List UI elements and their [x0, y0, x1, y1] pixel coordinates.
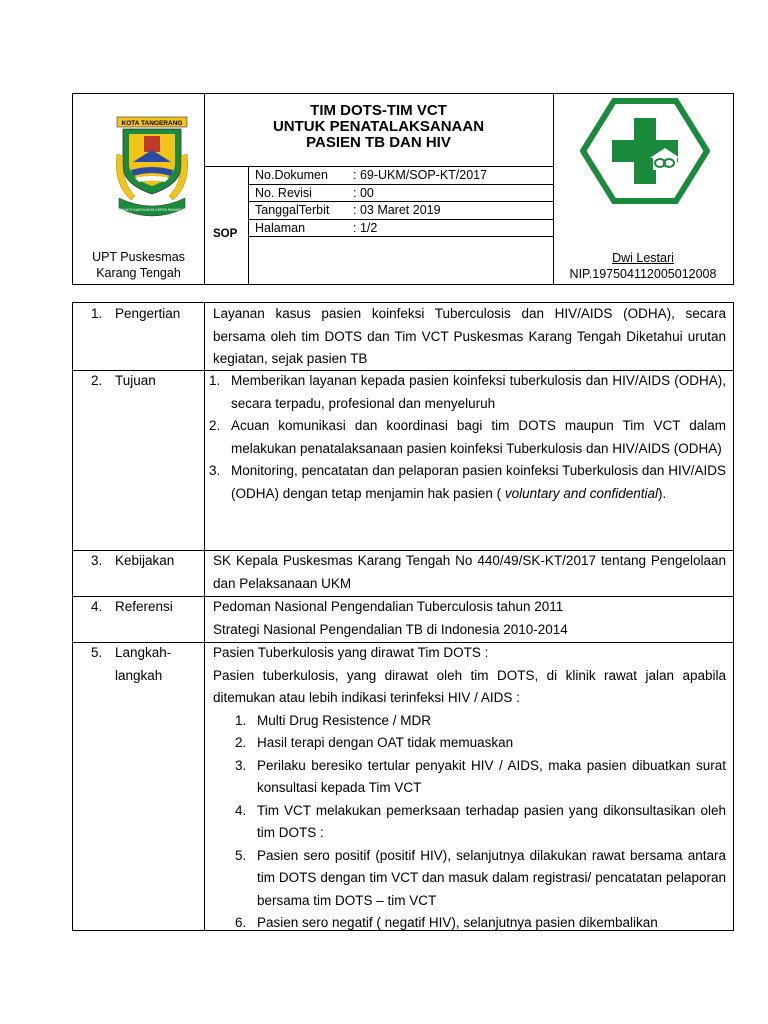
meta-row — [248, 202, 553, 220]
item-text: Pasien sero positif (positif HIV), selanjutnya dilakukan rawat bersama antara tim DOTS dengan tim VCT dan masuk dalam registrasi/ pencatatan pelaporan bersama tim DOTS – tim VCT — [257, 847, 726, 908]
title-line2: UNTUK PENATALAKSANAAN — [272, 118, 485, 135]
list-item — [235, 845, 726, 913]
section-langkah — [73, 642, 733, 931]
item-number: 2. — [209, 418, 221, 433]
title-line3: PASIEN TB DAN HIV — [306, 134, 451, 151]
list-item — [235, 800, 726, 845]
section-pengertian — [73, 303, 733, 371]
langkah-intro: Pasien Tuberkulosis yang dirawat Tim DOTS : — [213, 645, 489, 660]
item-text: Monitoring, pencatatan dan pelaporan pasien koinfeksi Tuberkulosis dan HIV/AIDS (ODHA) dengan tetap menjamin hak pasien ( — [231, 463, 726, 501]
header-signature-cell — [553, 94, 733, 284]
item-text-italic: voluntary and confidential — [504, 485, 658, 501]
meta-value: : 69-UKM/SOP-KT/2017 — [353, 168, 488, 182]
item-number: 5. — [235, 847, 247, 863]
item-number: 1. — [235, 712, 247, 728]
referensi-line: Pedoman Nasional Pengendalian Tuberculosis tahun 2011 — [213, 599, 564, 614]
item-number: 6. — [235, 915, 247, 930]
org-name-line1: UPT Puskesmas — [92, 250, 185, 264]
item-number: 1. — [209, 373, 221, 388]
item-text: Multi Drug Resistence / MDR — [257, 712, 432, 728]
meta-key: TanggalTerbit — [255, 203, 330, 217]
meta-value: : 03 Maret 2019 — [353, 203, 441, 217]
sop-header-table — [72, 93, 734, 285]
referensi-line: Strategi Nasional Pengendalian TB di Indonesia 2010-2014 — [213, 621, 568, 637]
referensi-text — [213, 596, 726, 641]
tujuan-list — [209, 370, 726, 505]
header-title-cell — [204, 94, 554, 284]
logo-motto-text: BHAKTI KARYA ADHI KERTA RAHARJA — [119, 208, 185, 212]
section-number: 3. — [91, 553, 103, 568]
section-number: 5. — [91, 645, 103, 660]
section-kebijakan — [73, 550, 733, 597]
section-number: 2. — [91, 373, 103, 388]
langkah-intro: Pasien tuberkulosis, yang dirawat oleh tim DOTS, di klinik rawat jalan apabila ditemukan atau lebih indikasi terinfeksi HIV / AIDS : — [213, 667, 726, 705]
item-text: Memberikan layanan kepada pasien koinfeksi tuberkulosis dan HIV/AIDS (ODHA), secara terpadu, profesional dan menyeluruh — [231, 373, 726, 411]
section-label: Tujuan — [115, 373, 156, 388]
meta-row — [248, 167, 553, 185]
section-tujuan — [73, 370, 733, 551]
section-label: Kebijakan — [115, 553, 175, 568]
title-line1: TIM DOTS-TIM VCT — [310, 102, 447, 119]
list-item — [235, 710, 726, 733]
header-logo-cell — [73, 94, 205, 284]
item-number: 3. — [235, 757, 247, 773]
meta-row — [248, 220, 553, 238]
document-meta-table — [248, 166, 553, 237]
item-text-end: ). — [658, 485, 667, 501]
item-number: 3. — [209, 463, 221, 478]
item-text: Pasien sero negatif ( negatif HIV), selanjutnya pasien dikembalikan — [257, 915, 658, 930]
list-item — [209, 415, 726, 460]
list-item — [209, 370, 726, 415]
meta-value: : 1/2 — [353, 220, 378, 235]
section-label: Referensi — [115, 599, 173, 614]
pengertian-text: Layanan kasus pasien koinfeksi Tuberculosis dan HIV/AIDS (ODHA), secara bersama oleh tim DOTS dan Tim VCT Puskesmas Karang Tengah Diketahui urutan kegiatan, sejak pasien TB — [213, 306, 726, 366]
section-number: 4. — [91, 599, 103, 614]
puskesmas-cross-logo — [580, 98, 710, 204]
item-text: Tim VCT melakukan pemerksaan terhadap pasien yang dikonsultasikan oleh tim DOTS : — [257, 802, 726, 840]
meta-row — [248, 185, 553, 203]
kota-tangerang-logo — [113, 114, 191, 226]
sop-label: SOP — [213, 228, 238, 240]
list-item — [209, 460, 726, 505]
item-number: 4. — [235, 802, 247, 818]
langkah-content — [213, 642, 726, 931]
list-item — [235, 912, 726, 931]
list-item — [235, 755, 726, 800]
signer-nip: NIP.197504112005012008 — [569, 267, 717, 281]
signer-name: Dwi Lestari — [612, 251, 674, 265]
org-name-line2: Karang Tengah — [96, 266, 181, 280]
document-title — [204, 103, 553, 151]
item-text: Perilaku beresiko tertular penyakit HIV / AIDS, maka pasien dibuatkan surat konsultasi kepada Tim VCT — [257, 757, 726, 795]
section-referensi — [73, 596, 733, 643]
sop-label-cell — [204, 166, 249, 284]
meta-key: No. Revisi — [255, 185, 312, 200]
meta-key: No.Dokumen — [255, 168, 328, 182]
section-label: Langkah-langkah — [115, 645, 172, 683]
section-number: 1. — [91, 306, 103, 321]
kebijakan-text: SK Kepala Puskesmas Karang Tengah No 440/49/SK-KT/2017 tentang Pengelolaan dan Pelaksanaan UKM — [213, 553, 726, 591]
item-number: 2. — [235, 735, 247, 750]
sop-body-table — [72, 302, 734, 931]
item-text: Hasil terapi dengan OAT tidak memuaskan — [257, 735, 514, 750]
item-text: Acuan komunikasi dan koordinasi bagi tim DOTS maupun Tim VCT dalam melakukan penatalaksanaan pasien koinfeksi Tuberkulosis dan HIV/AIDS (ODHA) — [231, 418, 726, 456]
list-item — [235, 732, 726, 755]
meta-key: Halaman — [255, 220, 306, 235]
meta-value: : 00 — [353, 185, 374, 200]
logo-banner-text: KOTA TANGERANG — [121, 120, 183, 127]
section-label: Pengertian — [115, 306, 181, 321]
